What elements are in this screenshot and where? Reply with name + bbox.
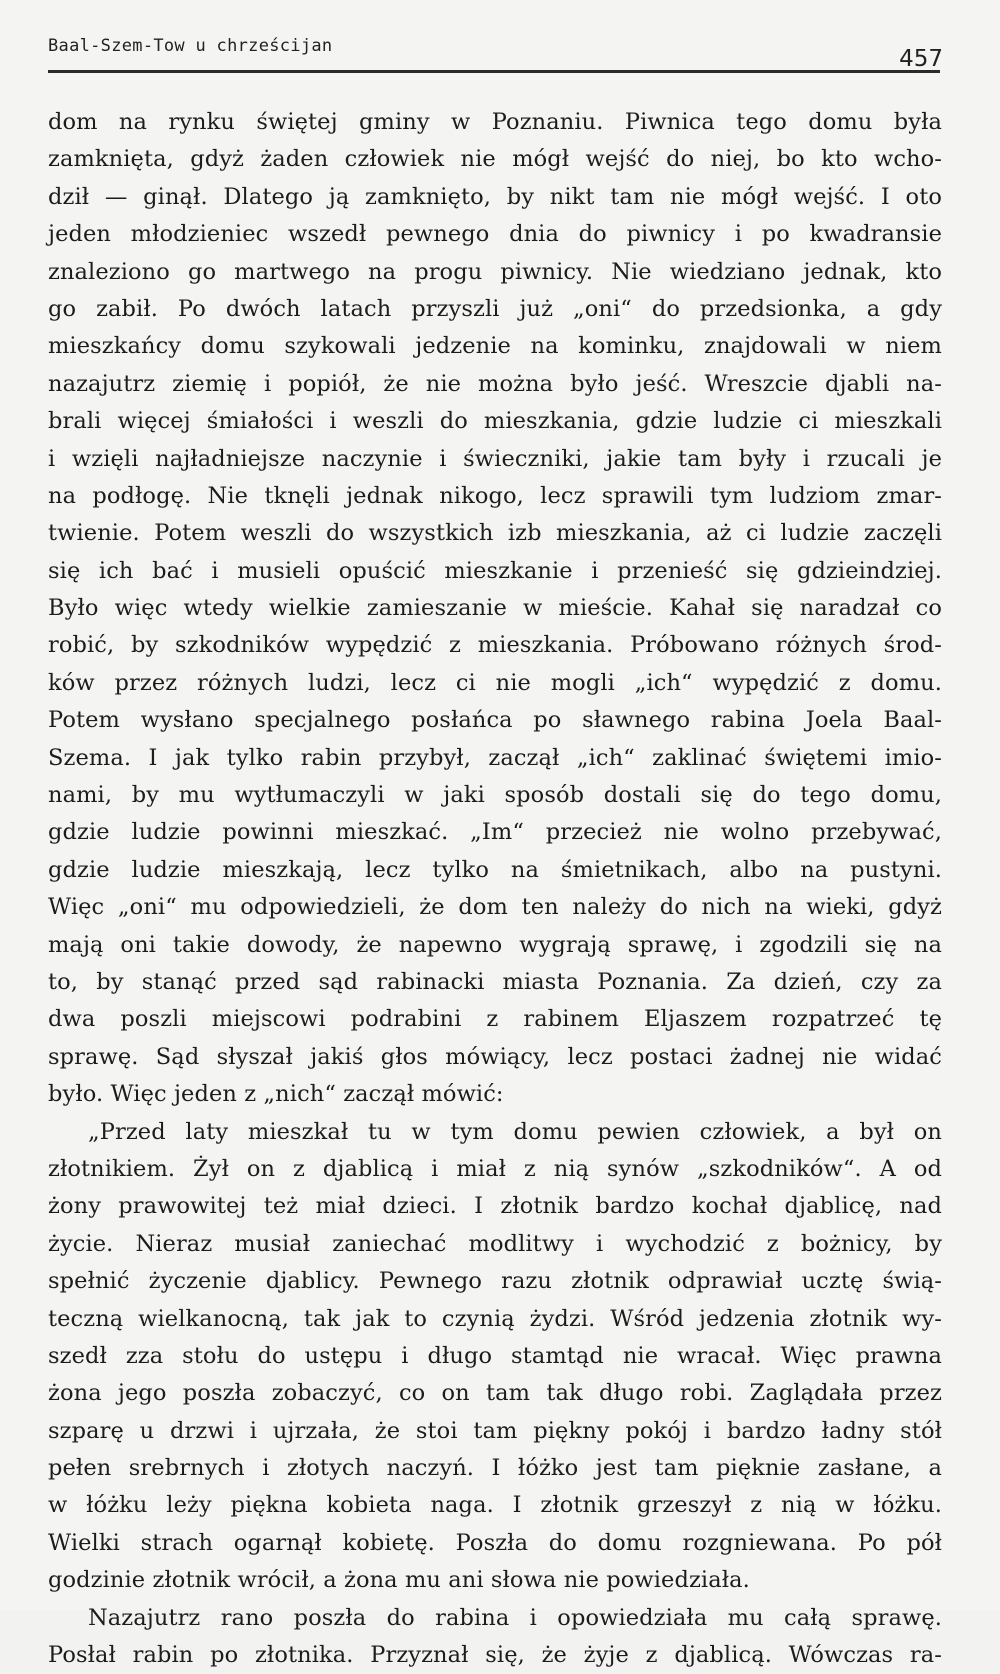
text-line: robić, by szkodników wypędzić z mieszkania. Próbowano różnych środ- (48, 632, 942, 659)
text-line: szparę u drzwi i ujrzała, że stoi tam piękny pokój i bardzo ładny stół (48, 1417, 942, 1444)
text-line: gdzie ludzie powinni mieszkać. „Im“ przecież nie wolno przebywać, (48, 819, 942, 846)
text-line: sprawę. Sąd słyszał jakiś głos mówiący, lecz postaci żadnej nie widać (48, 1043, 942, 1070)
running-head: Baal-Szem-Tow u chrześcijan (48, 36, 333, 56)
text-line: godzinie złotnik wrócił, a żona mu ani słowa nie powiedziała. (48, 1567, 750, 1594)
text-line: Potem wysłano specjalnego posłańca po sławnego rabina Joela Baal- (48, 707, 942, 734)
text-line: dom na rynku świętej gminy w Poznaniu. Piwnica tego domu była (48, 109, 942, 135)
text-line: Posłał rabin po złotnika. Przyznał się, że żyje z djablicą. Wówczas ra- (48, 1642, 942, 1669)
text-line: spełnić życzenie djablicy. Pewnego razu złotnik odprawiał ucztę świą- (48, 1268, 942, 1295)
header-rule (48, 70, 940, 73)
text-line: pełen srebrnych i złotych naczyń. I łóżko jest tam pięknie zasłane, a (48, 1455, 942, 1482)
page-number: 457 (899, 46, 943, 72)
text-line: brali więcej śmiałości i weszli do mieszkania, gdzie ludzie ci mieszkali (48, 408, 942, 435)
text-line: Wielki strach ogarnął kobietę. Poszła do domu rozgniewana. Po pół (48, 1529, 942, 1556)
text-line: nazajutrz ziemię i popiół, że nie można było jeść. Wreszcie djabli na- (48, 370, 942, 397)
text-line: i wzięli najładniejsze naczynie i świeczniki, jakie tam były i rzucali je (48, 445, 942, 472)
text-line: się ich bać i musieli opuścić mieszkanie i przenieść się gdzieindziej. (48, 557, 942, 584)
text-line: życie. Nieraz musiał zaniechać modlitwy i wychodzić z bożnicy, by (48, 1230, 942, 1257)
text-line: teczną wielkanocną, tak jak to czynią żydzi. Wśród jedzenia złotnik wy- (48, 1305, 942, 1332)
text-line: mieszkańcy domu szykowali jedzenie na kominku, znajdowali w niem (48, 333, 942, 360)
text-line: ków przez różnych ludzi, lecz ci nie mogli „ich“ wypędzić z domu. (48, 669, 942, 696)
text-line: dwa poszli miejscowi podrabini z rabinem Eljaszem rozpatrzeć tę (48, 1006, 942, 1033)
text-line: na podłogę. Nie tknęli jednak nikogo, lecz sprawili tym ludziom zmar- (48, 482, 942, 509)
text-line: jeden młodzieniec wszedł pewnego dnia do piwnicy i po kwadransie (48, 221, 942, 248)
text-line: żony prawowitej też miał dzieci. I złotnik bardzo kochał djablicę, nad (48, 1193, 942, 1220)
text-line: „Przed laty mieszkał tu w tym domu pewien człowiek, a był on (88, 1118, 942, 1145)
text-line: złotnikiem. Żył on z djablicą i miał z nią synów „szkodników“. A od (48, 1155, 942, 1182)
text-line: zamknięta, gdyż żaden człowiek nie mógł wejść do niej, bo kto wcho- (48, 146, 942, 173)
text-line: żona jego poszła zobaczyć, co on tam tak długo robi. Zaglądała przez (48, 1380, 942, 1407)
text-line: mają oni takie dowody, że napewno wygrają sprawę, i zgodzili się na (48, 931, 942, 958)
text-line: w łóżku leży piękna kobieta naga. I złotnik grzeszył z nią w łóżku. (48, 1492, 942, 1519)
body-text (48, 104, 942, 1674)
text-line: dził — ginął. Dlatego ją zamknięto, by nikt tam nie mógł wejść. I oto (48, 183, 942, 210)
text-line: Było więc wtedy wielkie zamieszanie w mieście. Kahał się naradzał co (48, 595, 942, 622)
text-line: nami, by mu wytłumaczyli w jaki sposób dostali się do tego domu, (48, 782, 942, 809)
text-line: Więc „oni“ mu odpowiedzieli, że dom ten należy do nich na wieki, gdyż (48, 894, 942, 921)
text-line: znaleziono go martwego na progu piwnicy. Nie wiedziano jednak, kto (48, 258, 942, 285)
text-line: było. Więc jeden z „nich“ zaczął mówić: (48, 1081, 504, 1108)
text-line: twienie. Potem weszli do wszystkich izb mieszkania, aż ci ludzie zaczęli (48, 520, 942, 547)
text-line: go zabił. Po dwóch latach przyszli już „oni“ do przedsionka, a gdy (48, 295, 942, 322)
text-line: to, by stanąć przed sąd rabinacki miasta Poznania. Za dzień, czy za (48, 968, 942, 995)
text-line: Nazajutrz rano poszła do rabina i opowiedziała mu całą sprawę. (88, 1604, 942, 1631)
text-line: szedł zza stołu do ustępu i długo stamtąd nie wracał. Więc prawna (48, 1342, 942, 1369)
text-line: Szema. I jak tylko rabin przybył, zaczął „ich“ zaklinać świętemi imio- (48, 744, 942, 771)
text-line: gdzie ludzie mieszkają, lecz tylko na śmietnikach, albo na pustyni. (48, 856, 942, 883)
